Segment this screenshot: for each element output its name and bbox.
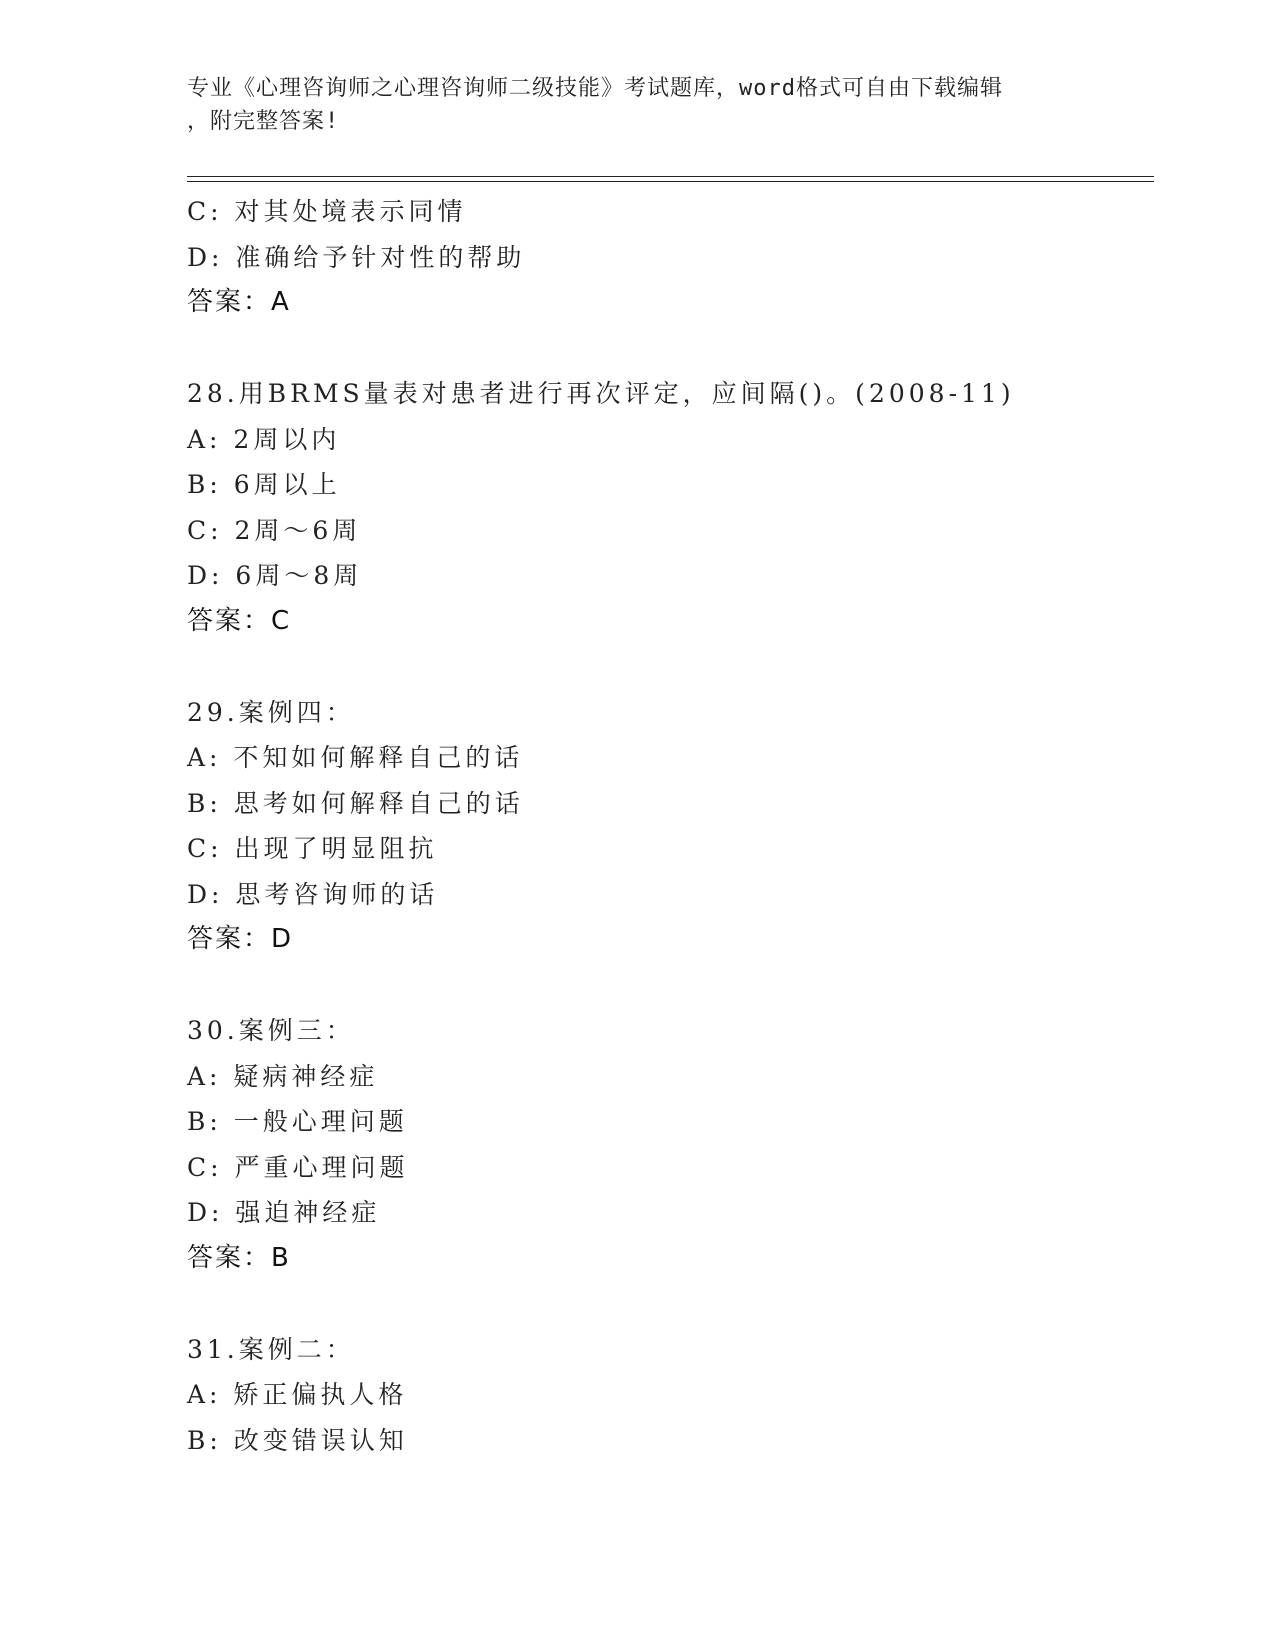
header-divider-bottom: [187, 181, 1154, 182]
q31-option-a: A: 矫正偏执人格: [187, 1380, 408, 1409]
q28-option-c: C: 2周～6周: [187, 515, 362, 545]
header-title-line: 专业《心理咨询师之心理咨询师二级技能》考试题库，word格式可自由下载编辑: [187, 76, 1003, 101]
q29-stem: 29.案例四：: [187, 697, 355, 727]
spacer: [187, 326, 1147, 372]
header-divider-top: [187, 176, 1154, 177]
spacer: [187, 1281, 1147, 1327]
q31-option-b: B: 改变错误认知: [187, 1425, 408, 1455]
q27-answer: 答案：A: [187, 287, 291, 317]
q28-option-d: D: 6周～8周: [187, 561, 363, 590]
spacer: [187, 963, 1147, 1009]
q30-option-c: C: 严重心理问题: [187, 1152, 409, 1182]
header-title-continuation: ，附完整答案!: [187, 109, 340, 134]
document-header: [187, 72, 1067, 138]
q28-stem: 28.用BRMS量表对患者进行再次评定，应间隔()。(2008-11): [187, 379, 1015, 408]
q29-option-c: C: 出现了明显阻抗: [187, 834, 438, 863]
q27-option-d: D: 准确给予针对性的帮助: [187, 242, 526, 272]
q31-stem: 31.案例二：: [187, 1334, 355, 1364]
q29-option-d: D: 思考咨询师的话: [187, 879, 439, 909]
spacer: [187, 644, 1147, 690]
q30-stem: 30.案例三：: [187, 1016, 355, 1045]
q30-option-b: B: 一般心理问题: [187, 1107, 408, 1136]
q30-option-a: A: 疑病神经症: [187, 1061, 379, 1091]
question-list: [187, 189, 1147, 1463]
q29-answer: 答案：D: [187, 924, 294, 954]
q30-answer: 答案：B: [187, 1242, 291, 1273]
q28-option-b: B: 6周以上: [187, 470, 341, 499]
q29-option-a: A: 不知如何解释自己的话: [187, 743, 524, 772]
q30-option-d: D: 强迫神经症: [187, 1198, 381, 1227]
q29-option-b: B: 思考如何解释自己的话: [187, 788, 524, 818]
q28-option-a: A: 2周以内: [187, 424, 341, 454]
q28-answer: 答案：C: [187, 605, 292, 636]
q27-option-c: C: 对其处境表示同情: [187, 197, 467, 226]
